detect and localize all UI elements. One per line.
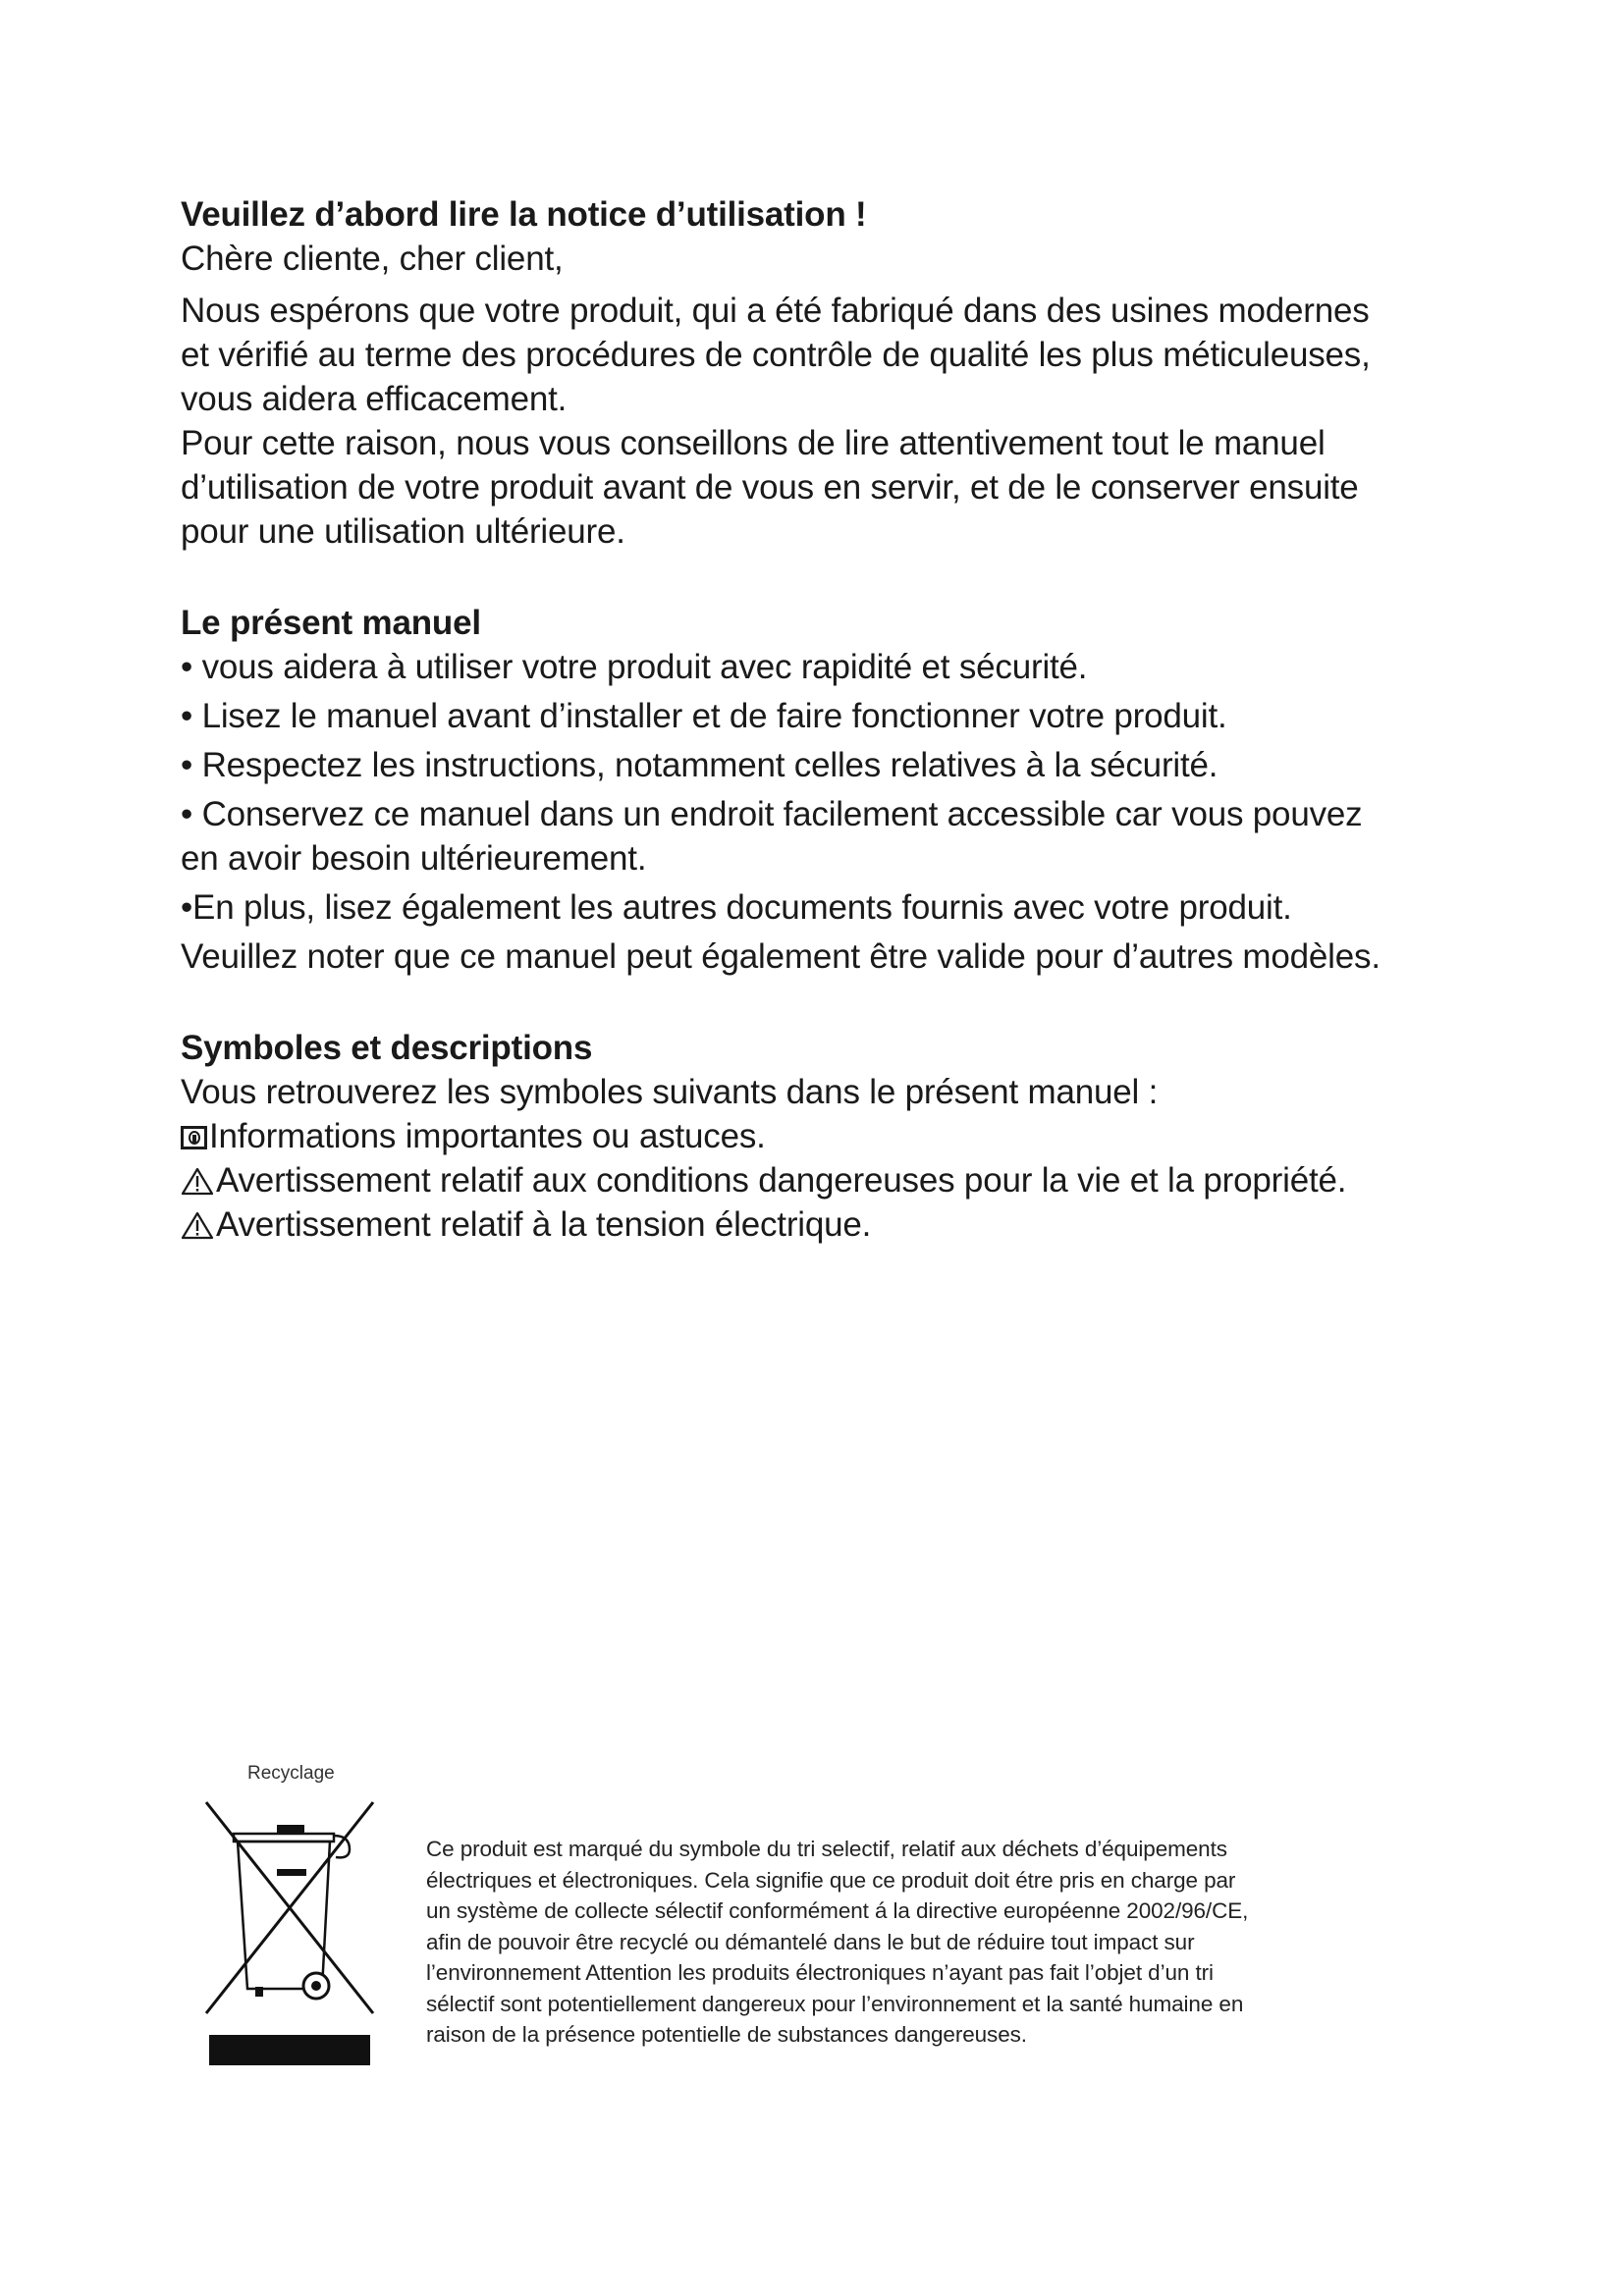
recycling-notice [196,1763,1424,2077]
recycling-line: électriques et électroniques. Cela signifie que ce produit doit étre pris en charge par [426,1867,1236,1893]
manual-note: Veuillez noter que ce manuel peut également être valide pour d’autres modèles. [181,937,1380,976]
bullet-item: • vous aidera à utiliser votre produit avec rapidité et sécurité. [181,648,1088,686]
paragraph-line: d’utilisation de votre produit avant de vous en servir, et de le conserver ensuite [181,468,1359,507]
bullet-item-continuation: en avoir besoin ultérieurement. [181,839,647,878]
greeting: Chère cliente, cher client, [181,240,564,278]
symbol-item-warning [181,1158,1457,1202]
recycling-label: Recyclage [247,1763,335,1784]
warning-icon [181,1210,214,1240]
recycling-line: un système de collecte sélectif conformément á la directive européenne 2002/96/CE, [426,1898,1249,1923]
info-icon [181,1126,207,1149]
symbol-description: Informations importantes ou astuces. [209,1117,766,1155]
recycling-bar [209,2035,370,2065]
paragraph-line: Nous espérons que votre produit, qui a été fabriqué dans des usines modernes [181,292,1370,330]
bullet-item: • Respectez les instructions, notamment celles relatives à la sécurité. [181,746,1218,784]
paragraph-line: vous aidera efficacement. [181,380,568,418]
recycling-line: afin de pouvoir être recyclé ou démantelé dans le but de réduire tout impact sur [426,1929,1195,1954]
main-content [181,192,1457,1247]
recycling-line: sélectif sont potentiellement dangereux pour l’environnement et la santé humaine en [426,1991,1244,2016]
recycling-text [426,1834,1408,2051]
symbols-intro: Vous retrouverez les symboles suivants dans le présent manuel : [181,1073,1159,1111]
recycling-line: Ce produit est marqué du symbole du tri selectif, relatif aux déchets d’équipements [426,1837,1227,1861]
bullet-item: •En plus, lisez également les autres documents fournis avec votre produit. [181,888,1292,927]
intro-paragraph-2 [181,421,1457,554]
bullet-item: • Conservez ce manuel dans un endroit facilement accessible car vous pouvez [181,795,1363,833]
symbols-heading: Symboles et descriptions [181,1029,593,1067]
crossed-out-wheelie-bin-icon [196,1792,383,2028]
symbol-description: Avertissement relatif à la tension électrique. [216,1205,872,1244]
intro-heading: Veuillez d’abord lire la notice d’utilisation ! [181,195,867,234]
symbols-section [181,1026,1457,1247]
manual-heading: Le présent manuel [181,604,481,642]
symbol-item-info [181,1114,1457,1158]
recycling-line: l’environnement Attention les produits électroniques n’ayant pas fait l’objet d’un tri [426,1960,1214,1985]
symbol-item-electrical-warning [181,1202,1457,1247]
manual-section [181,601,1457,979]
paragraph-line: pour une utilisation ultérieure. [181,512,625,551]
paragraph-line: et vérifié au terme des procédures de contrôle de qualité les plus méticuleuses, [181,336,1371,374]
warning-icon [181,1166,214,1196]
intro-paragraph-1 [181,289,1457,421]
symbol-description: Avertissement relatif aux conditions dangereuses pour la vie et la propriété. [216,1161,1347,1200]
bullet-item: • Lisez le manuel avant d’installer et de faire fonctionner votre produit. [181,697,1227,735]
recycling-line: raison de la présence potentielle de substances dangereuses. [426,2022,1027,2047]
paragraph-line: Pour cette raison, nous vous conseillons de lire attentivement tout le manuel [181,424,1326,462]
